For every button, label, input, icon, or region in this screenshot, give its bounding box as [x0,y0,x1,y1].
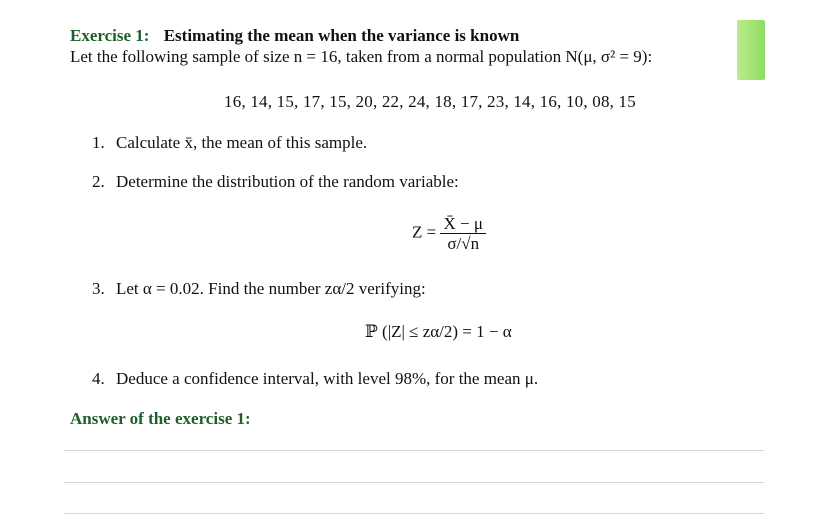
exercise-label: Exercise 1: [70,26,150,45]
formula-denominator: σ/√n [447,234,480,253]
answer-line [64,513,764,514]
question-text: Deduce a confidence interval, with level 98%, for the mean μ. [116,369,539,388]
question-text: Determine the distribution of the random variable: [116,172,459,191]
z-statistic-formula [412,214,486,253]
formula-fraction [440,214,485,253]
probability-formula: ℙ (|Z| ≤ zα/2) = 1 − α [365,322,512,341]
question-text: Let α = 0.02. Find the number zα/2 verifying: [116,279,426,298]
question-2 [92,172,459,192]
question-1 [92,133,367,153]
exercise-intro: Let the following sample of size n = 16, taken from a normal population N(μ, σ² = 9): [70,47,653,66]
question-3 [92,279,426,299]
question-number: 2. [92,172,105,191]
question-number: 1. [92,133,105,152]
answer-line [64,450,764,451]
exercise-title [70,26,519,46]
question-4 [92,369,538,389]
answer-line [64,482,764,483]
formula-numerator: X̄ − μ [440,214,485,234]
question-number: 3. [92,279,105,298]
sample-values: 16, 14, 15, 17, 15, 20, 22, 24, 18, 17, 23, 14, 16, 10, 08, 15 [224,92,636,111]
exercise-topic: Estimating the mean when the variance is known [163,26,520,45]
question-number: 4. [92,369,105,388]
formula-lhs: Z = [412,222,437,242]
question-text: Calculate x̄, the mean of this sample. [116,133,368,152]
green-margin-tab [737,20,765,80]
answer-heading: Answer of the exercise 1: [70,409,251,428]
